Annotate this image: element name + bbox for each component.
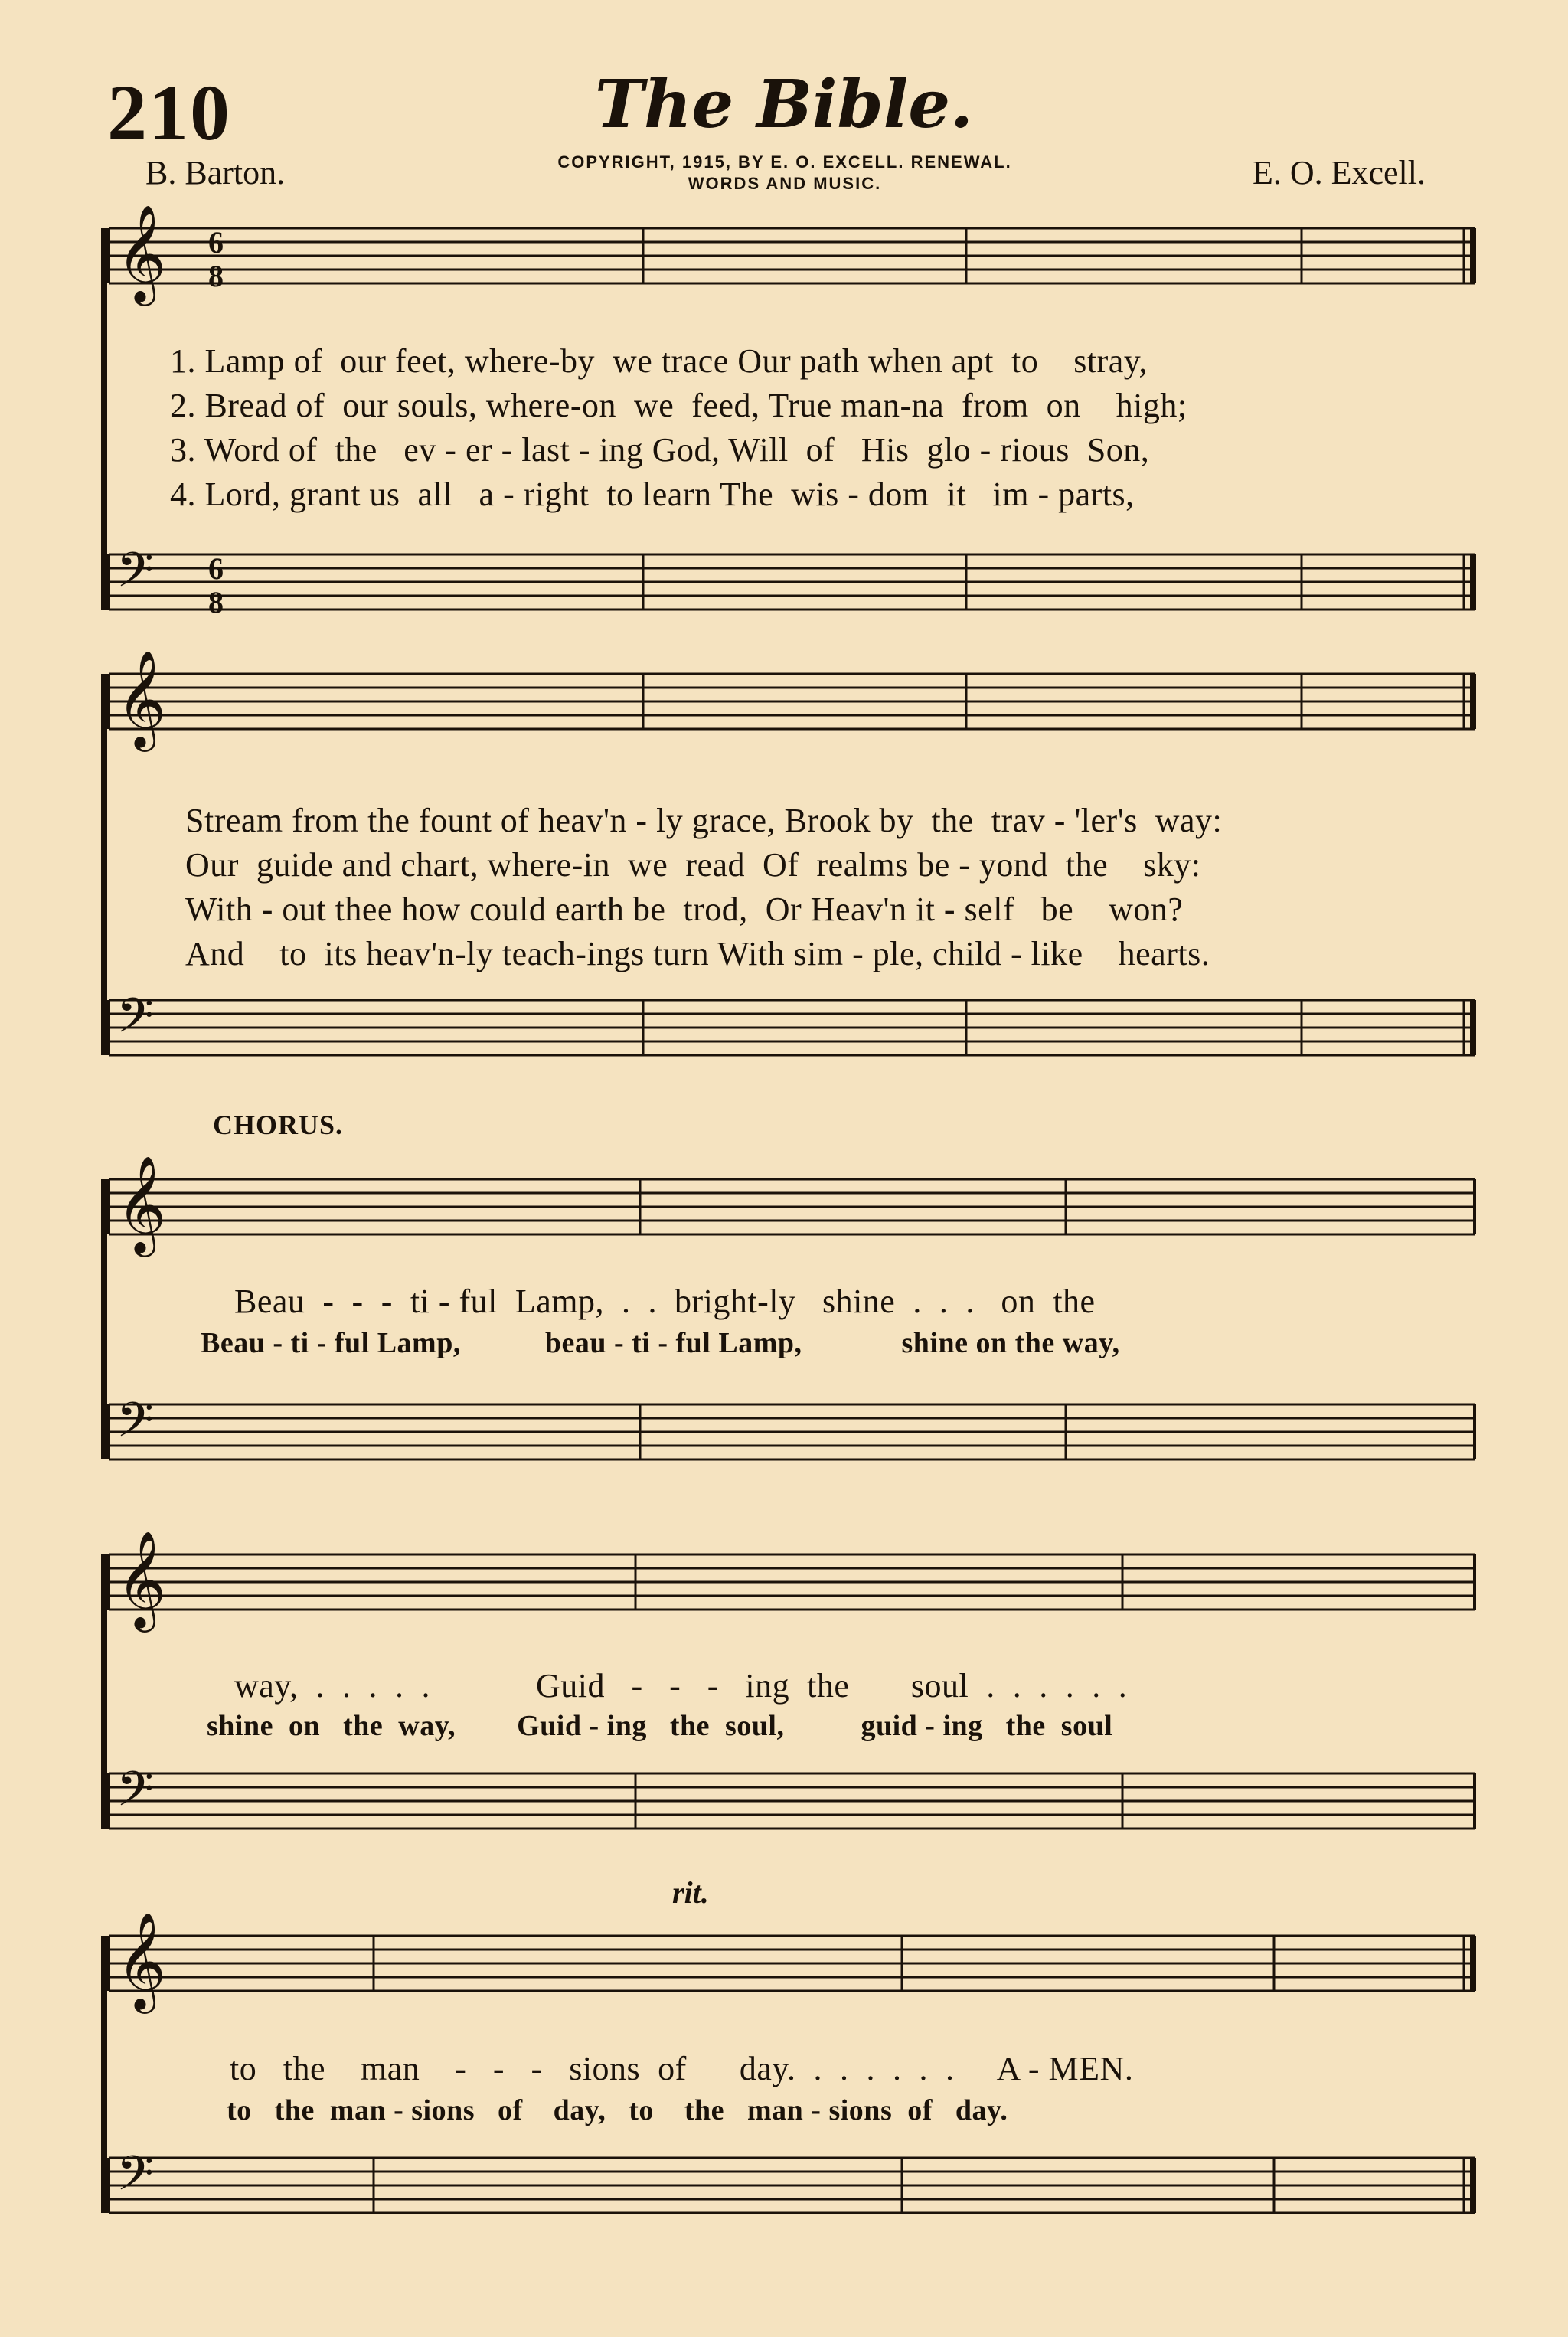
composer-credit: E. O. Excell. bbox=[1252, 154, 1426, 191]
chorus-line-2: way, . . . . . Guid - - - ing the soul . . . . . . bbox=[234, 1667, 1128, 1705]
time-sig-bottom-bass: 8 bbox=[208, 585, 224, 619]
verse-1-line-2: Stream from the fount of heav'n - ly grace, Brook by the trav - 'ler's way: bbox=[185, 802, 1223, 839]
clef-icon: 𝄞 bbox=[116, 649, 167, 747]
hymn-title: The Bible. bbox=[595, 66, 973, 143]
clef-icon: 𝄢 bbox=[116, 1760, 154, 1829]
verse-3-line-2: With - out thee how could earth be trod, Or Heav'n it - self be won? bbox=[185, 891, 1184, 928]
chorus-line-2-response: shine on the way, Guid - ing the soul, guid - ing the soul bbox=[207, 1710, 1113, 1742]
clef-icon: 𝄢 bbox=[116, 1391, 154, 1459]
chorus-line-3-response: to the man - sions of day, to the man - sions of day. bbox=[227, 2094, 1008, 2126]
clef-icon: 𝄞 bbox=[116, 1911, 167, 2009]
time-sig-bottom: 8 bbox=[208, 259, 224, 293]
time-sig-top: 6 bbox=[208, 225, 224, 260]
verse-2-line-2: Our guide and chart, where-in we read Of realms be - yond the sky: bbox=[185, 846, 1201, 884]
verse-4-line-2: And to its heav'n-ly teach-ings turn With sim - ple, child - like hearts. bbox=[185, 935, 1210, 972]
copyright-subline: WORDS AND MUSIC. bbox=[688, 174, 882, 193]
verse-1-line-1: 1. Lamp of our feet, where-by we trace Our path when apt to stray, bbox=[170, 342, 1148, 380]
chorus-line-1-response: Beau - ti - ful Lamp, beau - ti - ful Lamp, shine on the way, bbox=[201, 1327, 1120, 1359]
author-credit: B. Barton. bbox=[145, 154, 286, 191]
clef-icon: 𝄢 bbox=[116, 987, 154, 1055]
verse-3-line-1: 3. Word of the ev - er - last - ing God, Will of His glo - rious Son, bbox=[170, 431, 1150, 469]
chorus-line-3: to the man - - - sions of day. . . . . . . A - MEN. bbox=[230, 2050, 1134, 2087]
copyright-line: COPYRIGHT, 1915, BY E. O. EXCELL. RENEWAL. bbox=[557, 152, 1012, 172]
hymn-number: 210 bbox=[107, 69, 231, 157]
verse-4-line-1: 4. Lord, grant us all a - right to learn The wis - dom it im - parts, bbox=[170, 476, 1135, 513]
clef-icon: 𝄞 bbox=[116, 1155, 167, 1253]
time-sig-top-bass: 6 bbox=[208, 551, 224, 586]
clef-icon: 𝄞 bbox=[116, 1530, 167, 1628]
verse-2-line-1: 2. Bread of our souls, where-on we feed, True man-na from on high; bbox=[170, 387, 1187, 424]
clef-icon: 𝄢 bbox=[116, 2145, 154, 2213]
clef-icon: 𝄞 bbox=[116, 204, 167, 302]
clef-icon: 𝄢 bbox=[116, 541, 154, 610]
ritardando-mark: rit. bbox=[672, 1875, 709, 1910]
chorus-label: CHORUS. bbox=[213, 1110, 344, 1140]
chorus-line-1: Beau - - - ti - ful Lamp, . . bright-ly shine . . . on the bbox=[234, 1283, 1096, 1320]
